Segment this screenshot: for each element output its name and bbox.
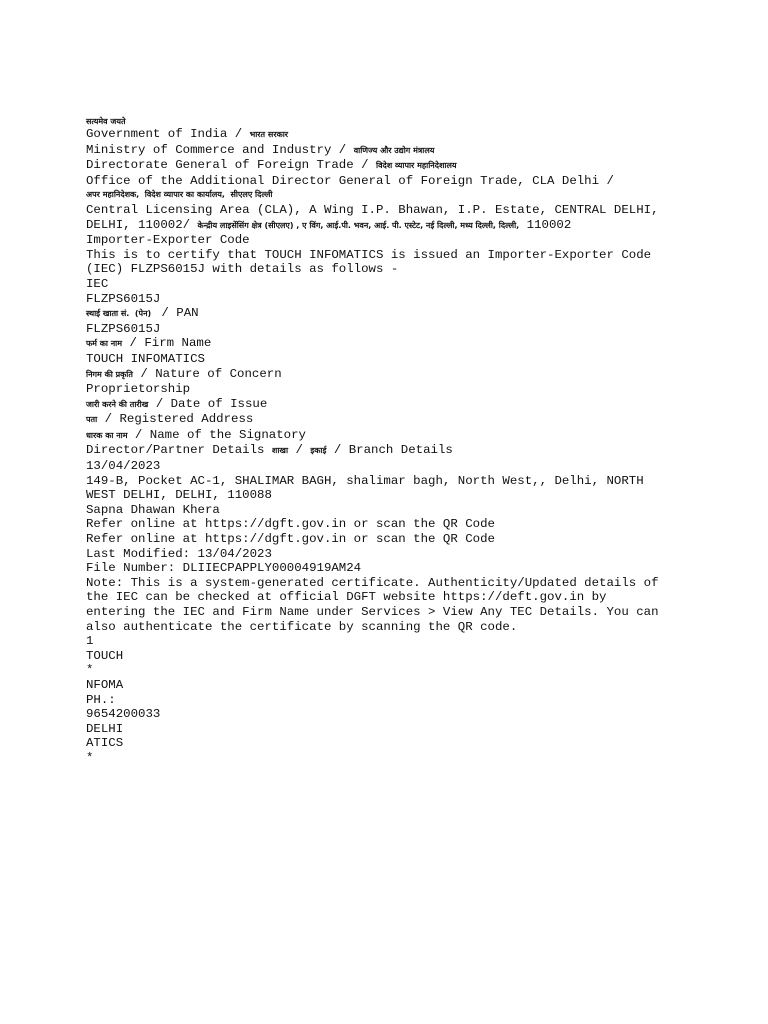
- government-line: [86, 127, 686, 143]
- issue-date-label-hi: जारी करने की तारीख: [86, 399, 149, 409]
- office-line: Office of the Additional Director General of Foreign Trade, CLA Delhi /: [86, 173, 614, 188]
- ministry-hi: वाणिज्य और उद्योग मंत्रालय: [353, 145, 435, 155]
- director-details-value: Refer online at https://dgft.gov.in or scan the QR Code: [86, 517, 495, 532]
- address-label-en: / Registered Address: [97, 412, 254, 427]
- government-hi: भारत सरकार: [249, 130, 289, 139]
- certificate-statement: This is to certify that TOUCH INFOMATICS is issued an Importer-Exporter Code (IEC) FLZPS6015J with details as follows -: [86, 247, 652, 277]
- dgft-line: [86, 158, 686, 174]
- pan-label-hi: स्थाई खाता सं. (पेन): [86, 309, 154, 319]
- stamp-text-2: *: [86, 663, 94, 678]
- address-label-hi: पता: [86, 415, 98, 425]
- certificate-title: Importer-Exporter Code: [86, 233, 250, 248]
- signatory-label: [86, 428, 686, 444]
- file-number: File Number: DLIIECPAPPLY00004919AM24: [86, 561, 362, 576]
- pan-label-en: / PAN: [153, 306, 199, 321]
- stamp-text-8: *: [86, 750, 94, 765]
- issue-date-label-en: / Date of Issue: [148, 396, 268, 411]
- firm-value: TOUCH INFOMATICS: [86, 351, 205, 366]
- cla-address-pin: 110002: [519, 217, 572, 232]
- firm-label-hi: फर्म का नाम: [86, 339, 123, 349]
- last-modified: Last Modified: 13/04/2023: [86, 546, 272, 561]
- ministry-en: Ministry of Commerce and Industry /: [86, 142, 354, 157]
- address-label: [86, 412, 686, 428]
- ministry-line: [86, 143, 686, 159]
- unit-label-hi: इकाई: [310, 446, 327, 456]
- government-en: Government of India /: [86, 127, 250, 141]
- firm-label-en: / Firm Name: [122, 336, 212, 351]
- dgft-hi: विदेश व्यापार महानिदेशालय: [376, 161, 457, 171]
- signatory-label-en: / Name of the Signatory: [127, 427, 306, 442]
- iec-label: IEC: [86, 276, 109, 291]
- signatory-label-hi: धारक का नाम: [86, 430, 128, 440]
- branch-details-value: Refer online at https://dgft.gov.in or scan the QR Code: [86, 532, 495, 547]
- certificate-page: [86, 116, 686, 766]
- director-label-en: Director/Partner Details: [86, 443, 272, 458]
- stamp-text-5: 9654200033: [86, 707, 161, 722]
- office-hi-line: अपर महानिदेशक, विदेश व्यापार का कार्यालय, सीएलए दिल्ली: [86, 190, 273, 200]
- nature-value: Proprietorship: [86, 382, 191, 397]
- branch-label-sep: /: [288, 443, 311, 458]
- stamp-text-7: ATICS: [86, 736, 124, 751]
- registered-address-value: 149-B, Pocket AC-1, SHALIMAR BAGH, shalimar bagh, North West,, Delhi, NORTH WEST DELHI, DELHI, 110088: [86, 473, 644, 503]
- cla-address-hi: केन्द्रीय लाइसेंसिंग क्षेत्र (सीएलए) , ए विंग, आई.पी. भवन, आई. पी. एस्टेट, नई दिल्ली, मध्य दिल्ली, दिल्ली,: [197, 220, 520, 230]
- pan-value: FLZPS6015J: [86, 321, 161, 336]
- nature-label-en: / Nature of Concern: [132, 366, 282, 381]
- branch-label: [86, 443, 686, 459]
- branch-label-en: / Branch Details: [326, 443, 453, 458]
- issue-date-value: 13/04/2023: [86, 459, 161, 474]
- branch-label-hi: शाखा: [271, 446, 289, 456]
- signatory-value: Sapna Dhawan Khera: [86, 502, 220, 517]
- stamp-text-6: DELHI: [86, 721, 124, 736]
- nature-label: [86, 367, 686, 383]
- emblem-motto: सत्यमेव जयते: [86, 117, 126, 126]
- issue-date-label: [86, 397, 686, 413]
- pan-label: [86, 306, 686, 322]
- page-number: 1: [86, 634, 94, 649]
- cla-address: [86, 203, 666, 233]
- verification-note: Note: This is a system-generated certificate. Authenticity/Updated details of the IEC can be checked at official DGFT website https://deft.gov.in by entering the IEC and Firm Name under Services > View Any TEC Details. You can also authenticate the certificate by scanning the QR code.: [86, 575, 659, 634]
- stamp-text-1: TOUCH: [86, 648, 124, 663]
- cla-address-en: Central Licensing Area (CLA), A Wing I.P. Bhawan, I.P. Estate, CENTRAL DELHI, DELHI, 110002/: [86, 202, 659, 232]
- firm-label: [86, 336, 686, 352]
- dgft-en: Directorate General of Foreign Trade /: [86, 158, 376, 173]
- iec-value: FLZPS6015J: [86, 291, 161, 306]
- stamp-text-3: NFOMA: [86, 677, 124, 692]
- stamp-text-4: PH.:: [86, 692, 116, 707]
- nature-label-hi: निगम की प्रकृति: [86, 369, 133, 379]
